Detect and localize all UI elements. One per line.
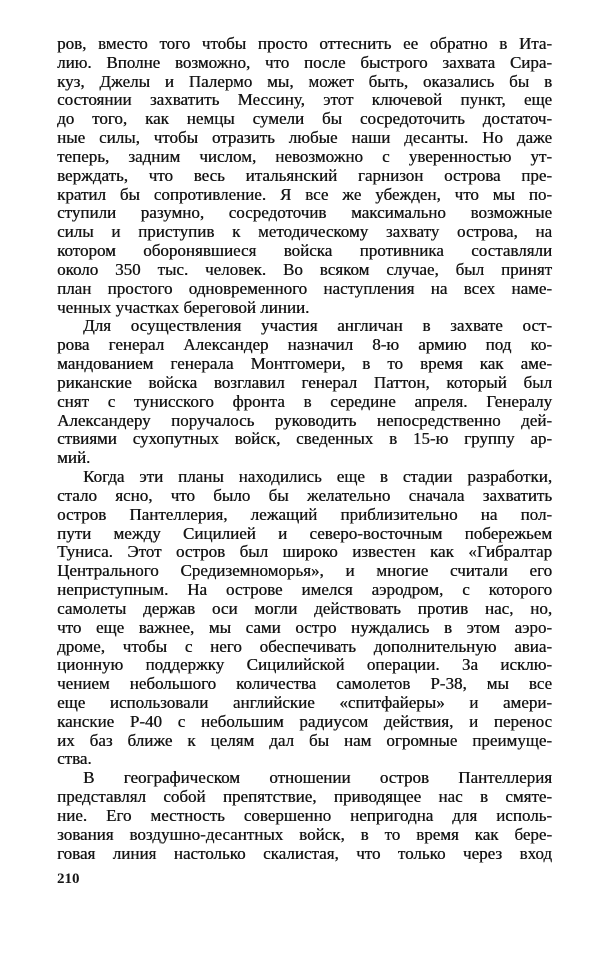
- text-line: представлял собой препятствие, приводящее нас в смяте-: [57, 787, 552, 807]
- text-line: риканские войска возглавил генерал Паттон, который был: [57, 372, 552, 392]
- text-line: ные силы, чтобы отразить любые наши десанты. Но даже: [57, 128, 552, 148]
- paragraph-2: [57, 317, 552, 468]
- text-line: мандованием генерала Монтгомери, в то время как аме-: [57, 354, 552, 374]
- text-line: самолеты держав оси могли действовать против нас, но,: [57, 598, 552, 618]
- text-line: их баз ближе к целям дал бы нам огромные преимуще-: [57, 730, 552, 750]
- text-line: снят с тунисского фронта в середине апреля. Генералу: [57, 391, 552, 411]
- paragraph-3: [57, 468, 552, 769]
- text-line: состоянии захватить Мессину, этот ключевой пункт, еще: [57, 90, 552, 110]
- text-line: что еще важнее, мы сами остро нуждались в этом аэро-: [57, 617, 552, 637]
- text-line: верждать, что весь итальянский гарнизон острова пре-: [57, 165, 552, 185]
- text-line: дроме, чтобы с него обеспечивать дополнительную авиа-: [57, 636, 552, 656]
- text-line: Когда эти планы находились еще в стадии разработки,: [83, 467, 552, 487]
- text-line: котором оборонявшиеся войска противника составляли: [57, 241, 552, 261]
- text-line: чением небольшого количества самолетов Р-38, мы все: [57, 674, 552, 694]
- text-line: ционную поддержку Сицилийской операции. За исклю-: [57, 655, 552, 675]
- paragraph-1: [57, 35, 552, 317]
- body-text: [57, 35, 552, 863]
- text-line: неприступным. На острове имелся аэродром, с которого: [57, 580, 552, 600]
- text-line: Центрального Средиземноморья», и многие считали его: [57, 561, 552, 581]
- text-line: лию. Вполне возможно, что после быстрого захвата Сира-: [57, 52, 552, 72]
- text-line: около 350 тыс. человек. Во всяком случае, был принят: [57, 259, 552, 279]
- text-line: ние. Его местность совершенно непригодна для исполь-: [57, 805, 552, 825]
- text-line: ров, вместо того чтобы просто оттеснить ее обратно в Ита-: [57, 34, 552, 53]
- text-line: ступили разумно, сосредоточив максимально возможные: [57, 203, 552, 223]
- text-line: рова генерал Александер назначил 8-ю армию под ко-: [57, 335, 552, 355]
- text-line: до того, как немцы сумели бы сосредоточить достаточ-: [57, 109, 552, 129]
- text-line: ствиями сухопутных войск, сведенных в 15-ю группу ар-: [57, 429, 552, 449]
- text-line: план простого одновременного наступления на всех наме-: [57, 278, 552, 298]
- text-line: Для осуществления участия англичан в захвате ост-: [83, 316, 552, 336]
- text-line: говая линия настолько скалистая, что только через вход: [57, 843, 552, 863]
- text-line: ства.: [57, 749, 92, 769]
- text-line: В географическом отношении остров Пантеллерия: [83, 768, 552, 788]
- text-line: стало ясно, что было бы желательно сначала захватить: [57, 485, 552, 505]
- text-line: еще использовали английские «спитфайеры» и амери-: [57, 692, 552, 712]
- page-number: 210: [57, 871, 80, 887]
- text-line: зования воздушно-десантных войск, в то время как бере-: [57, 824, 552, 844]
- text-line: Александеру поручалось руководить непосредственно дей-: [57, 410, 552, 430]
- text-line: остров Пантеллерия, лежащий приблизительно на пол-: [57, 504, 552, 524]
- text-line: теперь, задним числом, невозможно с уверенностью ут-: [57, 146, 552, 166]
- text-line: мий.: [57, 448, 91, 468]
- text-line: Туниса. Этот остров был широко известен как «Гибралтар: [57, 542, 552, 562]
- text-line: ченных участках береговой линии.: [57, 297, 310, 317]
- text-line: пути между Сицилией и северо-восточным побережьем: [57, 523, 552, 543]
- paragraph-4: [57, 769, 552, 863]
- text-line: силы и приступив к методическому захвату острова, на: [57, 222, 552, 242]
- text-line: куз, Джелы и Палермо мы, может быть, оказались бы в: [57, 71, 552, 91]
- text-line: кратил бы сопротивление. Я все же убежден, что мы по-: [57, 184, 552, 204]
- text-line: канские Р-40 с небольшим радиусом действия, и перенос: [57, 711, 552, 731]
